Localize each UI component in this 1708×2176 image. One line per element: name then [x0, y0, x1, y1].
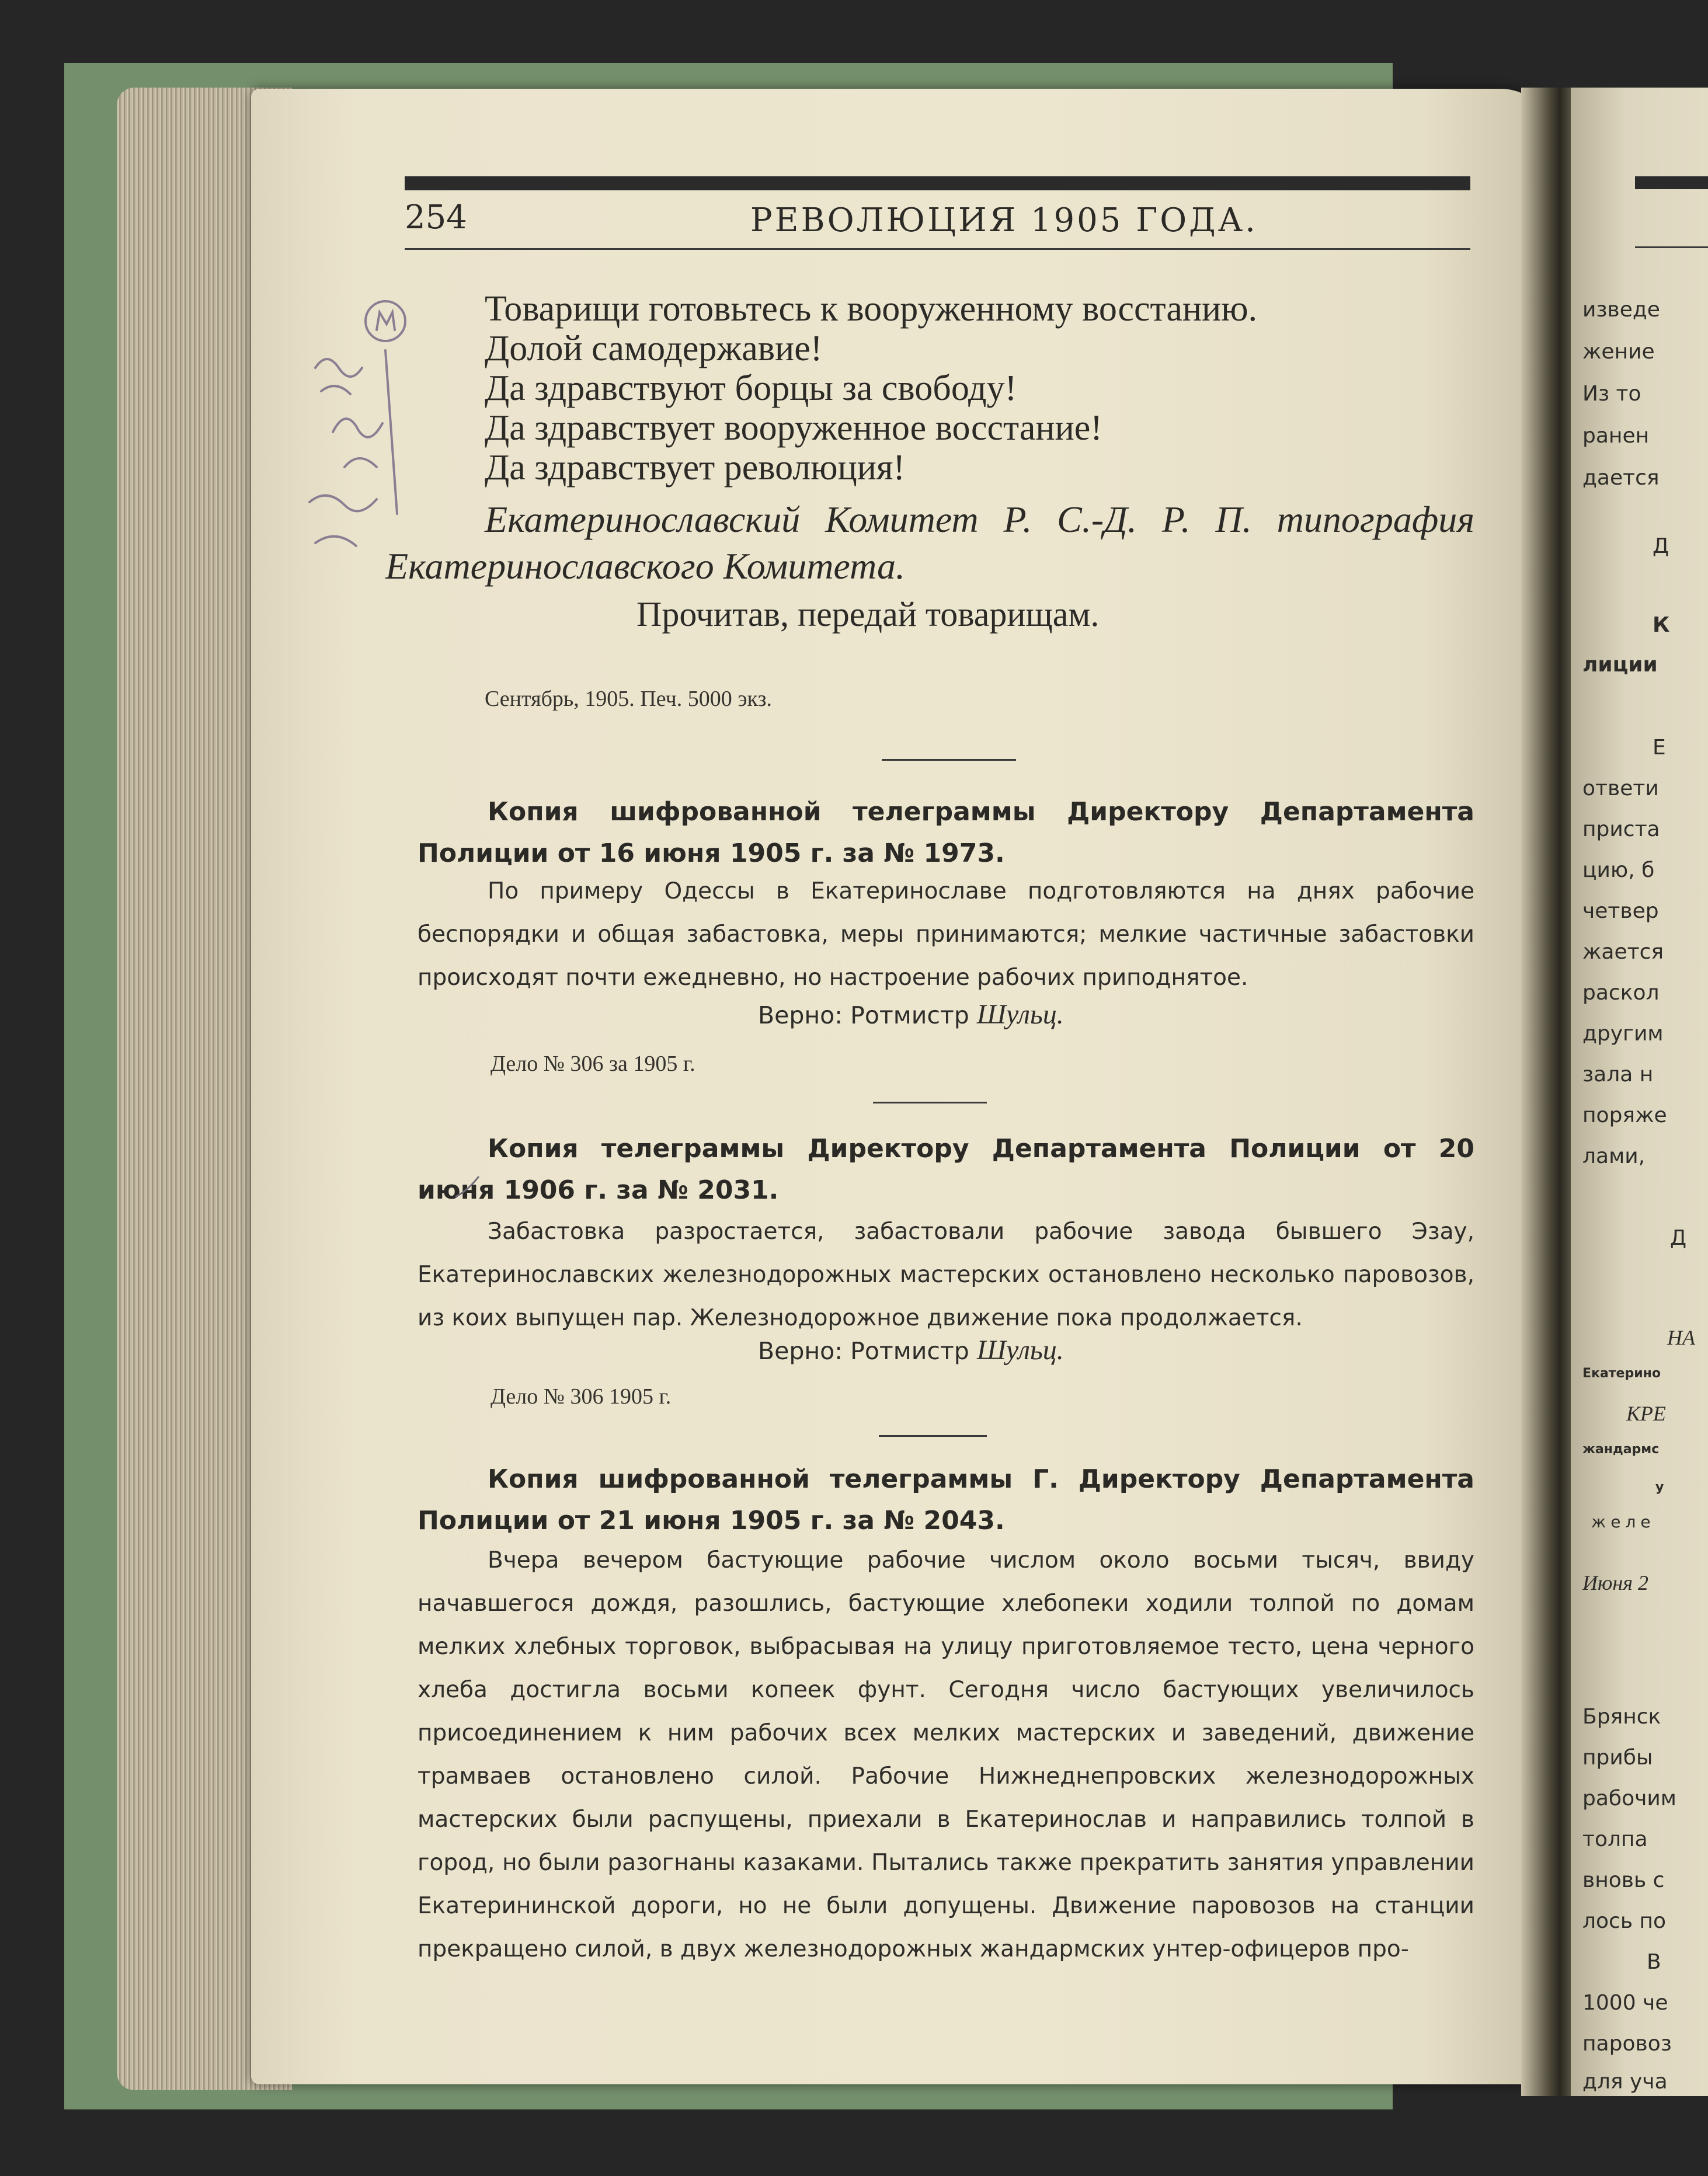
- leaflet-line: Долой самодержавие!: [485, 329, 823, 368]
- pencil-mark: [450, 1168, 485, 1203]
- facing-page-text: для уча: [1582, 2070, 1668, 2094]
- facing-page-text: К: [1653, 613, 1670, 637]
- facing-page-text: Июня 2: [1582, 1571, 1648, 1594]
- attestation-name: Шульц.: [976, 1335, 1064, 1366]
- facing-page-text: В: [1647, 1950, 1661, 1974]
- facing-page: [1571, 88, 1708, 2096]
- facing-page-text: дается: [1582, 466, 1660, 490]
- attestation: [758, 998, 1064, 1030]
- attestation-name: Шульц.: [976, 999, 1064, 1030]
- facing-page-text: Е: [1653, 736, 1666, 760]
- leaflet-imprint: Сентябрь, 1905. Печ. 5000 экз.: [485, 687, 773, 711]
- header-rule-thin: [405, 248, 1470, 250]
- facing-page-text: поряже: [1582, 1103, 1667, 1127]
- document-heading: Копия шифрованной телеграммы Г. Директору Департамента Полиции от 21 июня 1905 г. за № 2043.: [418, 1464, 1474, 1536]
- facing-page-text: лось по: [1582, 1909, 1667, 1933]
- section-separator: [873, 1102, 987, 1103]
- facing-page-text: Из то: [1582, 382, 1641, 406]
- facing-page-text: Д: [1653, 534, 1669, 558]
- facing-page-text: прибы: [1582, 1746, 1653, 1770]
- facing-page-text: Брянск: [1582, 1705, 1661, 1729]
- pencil-marginalia: [292, 280, 444, 607]
- facing-page-text: цию, б: [1582, 858, 1655, 882]
- leaflet-line: Да здравствуют борцы за свободу!: [485, 368, 1017, 408]
- facing-page-text: ранен: [1582, 424, 1650, 448]
- header-rule-thick: [405, 176, 1470, 190]
- document-heading: Копия шифрованной телеграммы Директору Департамента Полиции от 16 июня 1905 г. за № 1973.: [418, 797, 1474, 868]
- facing-page-text: ответи: [1582, 777, 1659, 800]
- facing-page-text: Д: [1670, 1226, 1687, 1250]
- leaflet-line: Да здравствует вооруженное восстание!: [485, 408, 1102, 448]
- document-body: Вчера вечером бастующие рабочие числом около восьми тысяч, ввиду начавшегося дождя, разошлись, бастующие хлебопеки ходили толпой по домам мелких хлебных торговок, выбрасывая на улицу приготовляемое тесто, цена черного хлеба достигла восьми копеек фунт. Сегодня число бастующих увеличилось присоединением к ним рабочих всех мелких мастерских и заведений, движение трамваев остановлено силой. Рабочие Нижнеднепровских железнодорожных мастерских были распущены, приехали в Екатеринослав и направились толпой в город, но были разогнаны казаками. Пытались также прекратить занятия управлении Екатерининской дороги, но не были допущены. Движение паровозов на станции прекращено силой, в двух железнодорожных жандармских унтер-офицеров про-: [418, 1547, 1474, 1962]
- document-heading: Копия телеграммы Директору Департамента Полиции от 20 июня 1906 г. за № 2031.: [418, 1134, 1474, 1205]
- facing-page-text: жандармс: [1582, 1442, 1660, 1457]
- facing-page-text: изведе: [1582, 298, 1660, 322]
- leaflet-signature: Екатеринославский Комитет Р. С.-Д. Р. П. типография Екатеринославского Комитета.: [385, 499, 1474, 587]
- facing-page-text: НА: [1667, 1326, 1695, 1349]
- document-body: Забастовка разростается, забастовали рабочие завода бывшего Эзау, Екатеринославских железнодорожных мастерских остановлено несколько паровозов, из коих выпущен пар. Железнодорожное движение пока продолжается.: [418, 1218, 1474, 1331]
- facing-page-text: жение: [1582, 340, 1655, 364]
- facing-page-text: лами,: [1582, 1144, 1646, 1168]
- facing-page-text: зала н: [1582, 1063, 1654, 1087]
- facing-page-text: приста: [1582, 817, 1660, 841]
- facing-page-text: Екатерино: [1582, 1366, 1661, 1381]
- file-reference: Дело № 306 за 1905 г.: [491, 1052, 695, 1076]
- facing-header-rule-thin: [1635, 246, 1708, 248]
- facing-page-text: жается: [1582, 940, 1664, 964]
- running-title: РЕВОЛЮЦИЯ 1905 ГОДА.: [750, 201, 1258, 239]
- facing-page-text: толпа: [1582, 1827, 1648, 1851]
- facing-page-text: четвер: [1582, 899, 1659, 923]
- facing-page-text: другим: [1582, 1022, 1664, 1046]
- leaflet-appeal: Прочитав, передай товарищам.: [636, 595, 1100, 633]
- facing-page-text: у: [1655, 1480, 1664, 1495]
- facing-page-text: рабочим: [1582, 1787, 1676, 1811]
- attestation: [758, 1334, 1064, 1366]
- leaflet-line: Да здравствует революция!: [485, 448, 906, 488]
- section-separator: [882, 759, 1016, 761]
- facing-page-text: вновь с: [1582, 1868, 1665, 1892]
- attestation-label: Верно: Ротмистр: [758, 1001, 969, 1029]
- facing-page-text: желе: [1591, 1512, 1655, 1531]
- facing-page-text: паровоз: [1582, 2032, 1672, 2056]
- attestation-label: Верно: Ротмистр: [758, 1337, 969, 1365]
- leaflet-line: Товарищи готовьтесь к вооруженному восстанию.: [485, 289, 1258, 329]
- file-reference: Дело № 306 1905 г.: [491, 1384, 672, 1409]
- page-number: 254: [405, 199, 467, 236]
- facing-page-text: лиции: [1582, 653, 1658, 677]
- document-body: По примеру Одессы в Екатеринославе подготовляются на днях рабочие беспорядки и общая забастовка, меры принимаются; мелкие частичные забастовки происходят почти ежедневно, но настроение рабочих приподнятое.: [418, 878, 1474, 991]
- facing-page-text: 1000 че: [1582, 1991, 1668, 2015]
- section-separator: [879, 1435, 987, 1437]
- facing-page-text: раскол: [1582, 981, 1660, 1005]
- facing-page-text: КРЕ: [1626, 1402, 1666, 1425]
- facing-header-rule: [1635, 176, 1708, 189]
